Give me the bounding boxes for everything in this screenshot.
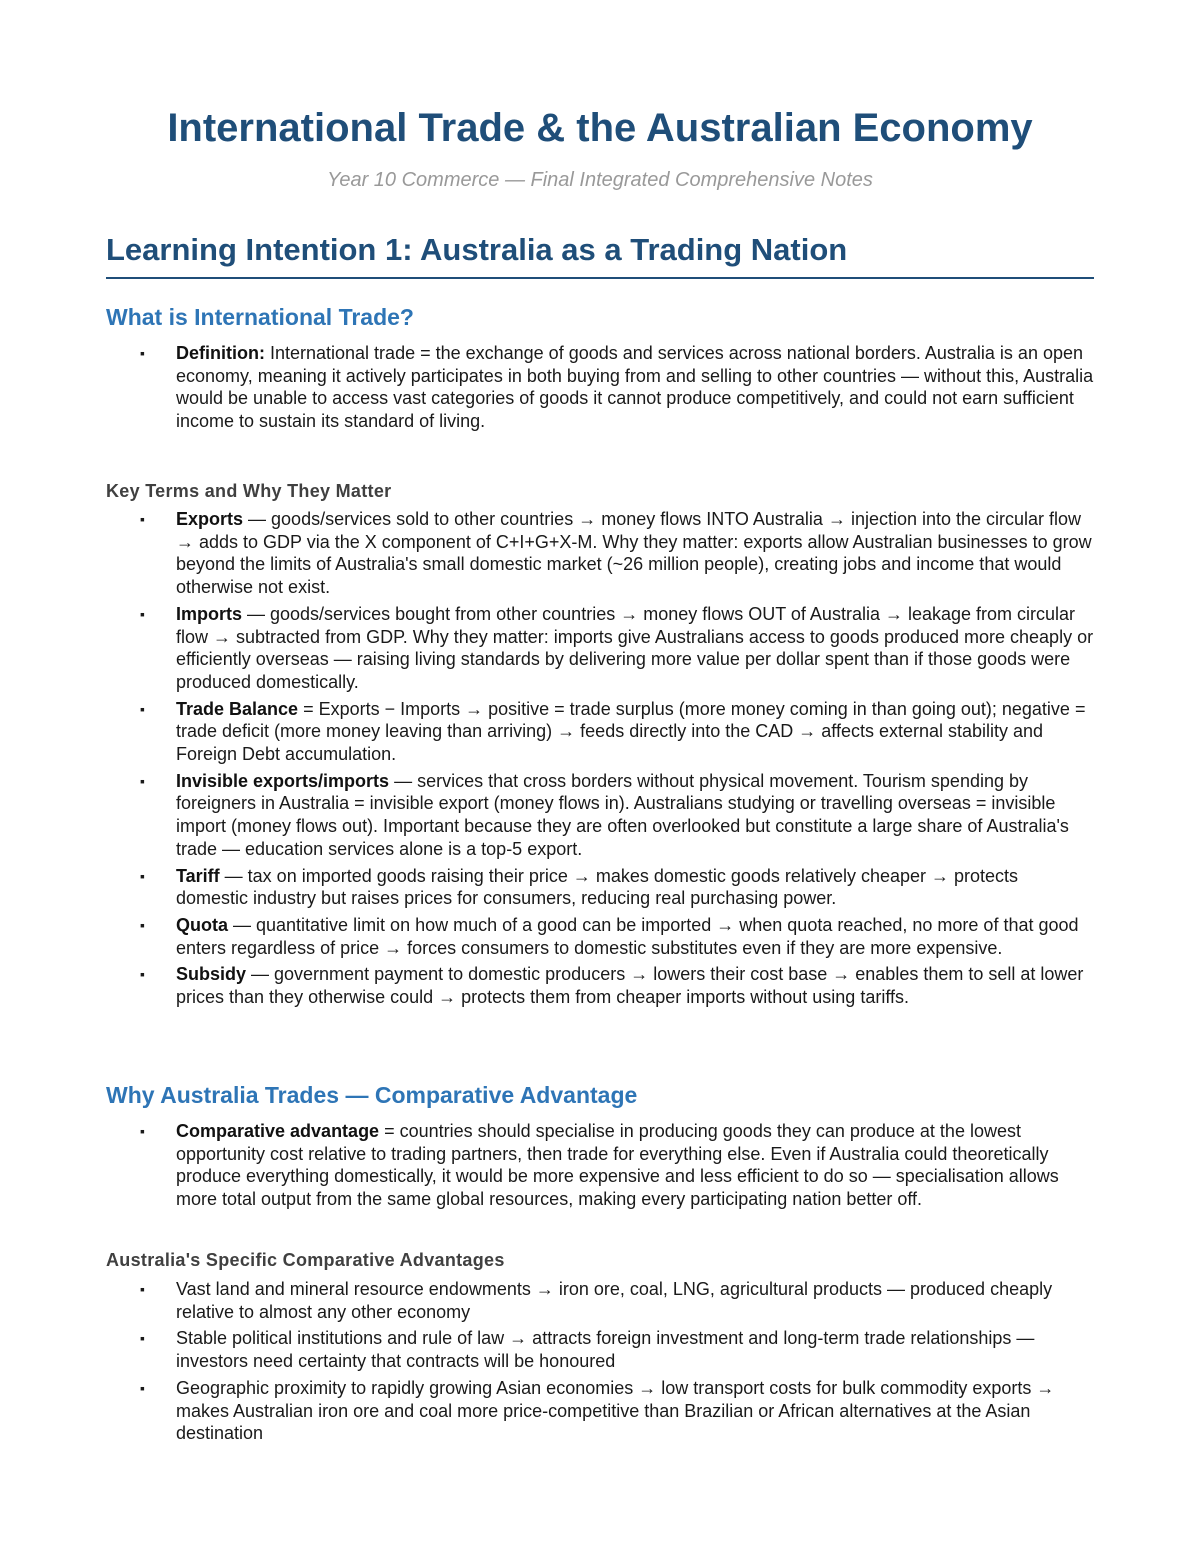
key-terms-heading: Key Terms and Why They Matter (106, 481, 392, 501)
why-australia-trades-heading: Why Australia Trades — Comparative Advantage (106, 1082, 638, 1108)
bullet-icon: ▪ (140, 700, 145, 717)
document-subtitle: Year 10 Commerce — Final Integrated Comprehensive Notes (327, 169, 873, 191)
bullet-icon: ▪ (140, 1379, 145, 1396)
key-terms-list (140, 508, 1095, 1013)
bullet-icon: ▪ (140, 1123, 145, 1139)
specific-advantages-list (140, 1278, 1095, 1449)
list-item: ▪ Comparative advantage = countries should specialise in producing goods they can produce at the lowest opportunity cost relative to trading partners, then trade for everything else. Even if Australia could theoretically produce everything domestically, it would be more expensive and less efficient to do so — specialisation allows more total output from the same global resources, making every participating nation better off. (140, 1121, 1059, 1210)
list-item: ▪ Vast land and mineral resource endowments → iron ore, coal, LNG, agricultural products — produced cheaply relative to almost any other economy (140, 1279, 1053, 1322)
bullet-icon: ▪ (140, 1330, 145, 1347)
bullet-icon: ▪ (140, 916, 145, 933)
list-item: ▪ Quota — quantitative limit on how much of a good can be imported → when quota reached, no more of that good enters regardless of price → forces consumers to domestic substitutes even if they are more expensive. (140, 914, 1079, 958)
comparative-advantage-list (140, 1120, 1095, 1215)
what-is-trade-list (140, 342, 1095, 437)
list-item: ▪ Definition: International trade = the exchange of goods and services across national borders. Australia is an open economy, meaning it actively participates in both buying from and selling to other countries — without this, Australia would be unable to access vast categories of goods it cannot produce competitively, and could not earn sufficient income to sustain its standard of living. (140, 343, 1094, 432)
list-item: ▪ Invisible exports/imports — services that cross borders without physical movement. Tourism spending by foreigners in Australia = invisible export (money flows in). Australians studying or travelling overseas = invisible import (money flows out). Important because they are often overlooked but constitute a large share of Australia's trade — education services alone is a top-5 export. (140, 770, 1069, 859)
list-item: ▪ Exports — goods/services sold to other countries → money flows INTO Australia → injection into the circular flow → adds to GDP via the X component of C+I+G+X-M. Why they matter: exports allow Australian businesses to grow beyond the limits of Australia's small domestic market (~26 million people), creating jobs and income that would otherwise not exist. (140, 509, 1092, 598)
list-item: ▪ Stable political institutions and rule of law → attracts foreign investment and long-term trade relationships — investors need certainty that contracts will be honoured (140, 1328, 1035, 1372)
bullet-icon: ▪ (140, 511, 145, 527)
list-item: ▪ Trade Balance = Exports − Imports → positive = trade surplus (more money coming in than going out); negative = trade deficit (more money leaving than arriving) → feeds directly into the CAD → affects external stability and Foreign Debt accumulation. (140, 698, 1086, 765)
learning-intention-heading: Learning Intention 1: Australia as a Trading Nation (106, 232, 1094, 279)
bullet-icon: ▪ (140, 966, 145, 983)
bullet-icon: ▪ (140, 772, 145, 789)
list-item: ▪ Tariff — tax on imported goods raising their price → makes domestic goods relatively cheaper → protects domestic industry but raises prices for consumers, reducing real purchasing power. (140, 865, 1019, 909)
document-title: International Trade & the Australian Economy (167, 106, 1033, 150)
list-item: ▪ Subsidy — government payment to domestic producers → lowers their cost base → enables them to sell at lower prices than they otherwise could → protects them from cheaper imports without using tariffs. (140, 964, 1084, 1008)
bullet-icon: ▪ (140, 605, 145, 622)
bullet-icon: ▪ (140, 345, 145, 361)
what-is-trade-heading: What is International Trade? (106, 304, 414, 330)
bullet-icon: ▪ (140, 867, 145, 884)
list-item: ▪ Imports — goods/services bought from other countries → money flows OUT of Australia → leakage from circular flow → subtracted from GDP. Why they matter: imports give Australians access to goods produced more cheaply or efficiently overseas — raising living standards by delivering more value per dollar spent than if those goods were produced domestically. (140, 603, 1094, 692)
list-item: ▪ Geographic proximity to rapidly growing Asian economies → low transport costs for bulk commodity exports → makes Australian iron ore and coal more price-competitive than Brazilian or African alternatives at the Asian destination (140, 1377, 1055, 1444)
specific-advantages-heading: Australia's Specific Comparative Advantages (106, 1250, 505, 1270)
bullet-icon: ▪ (140, 1281, 145, 1297)
